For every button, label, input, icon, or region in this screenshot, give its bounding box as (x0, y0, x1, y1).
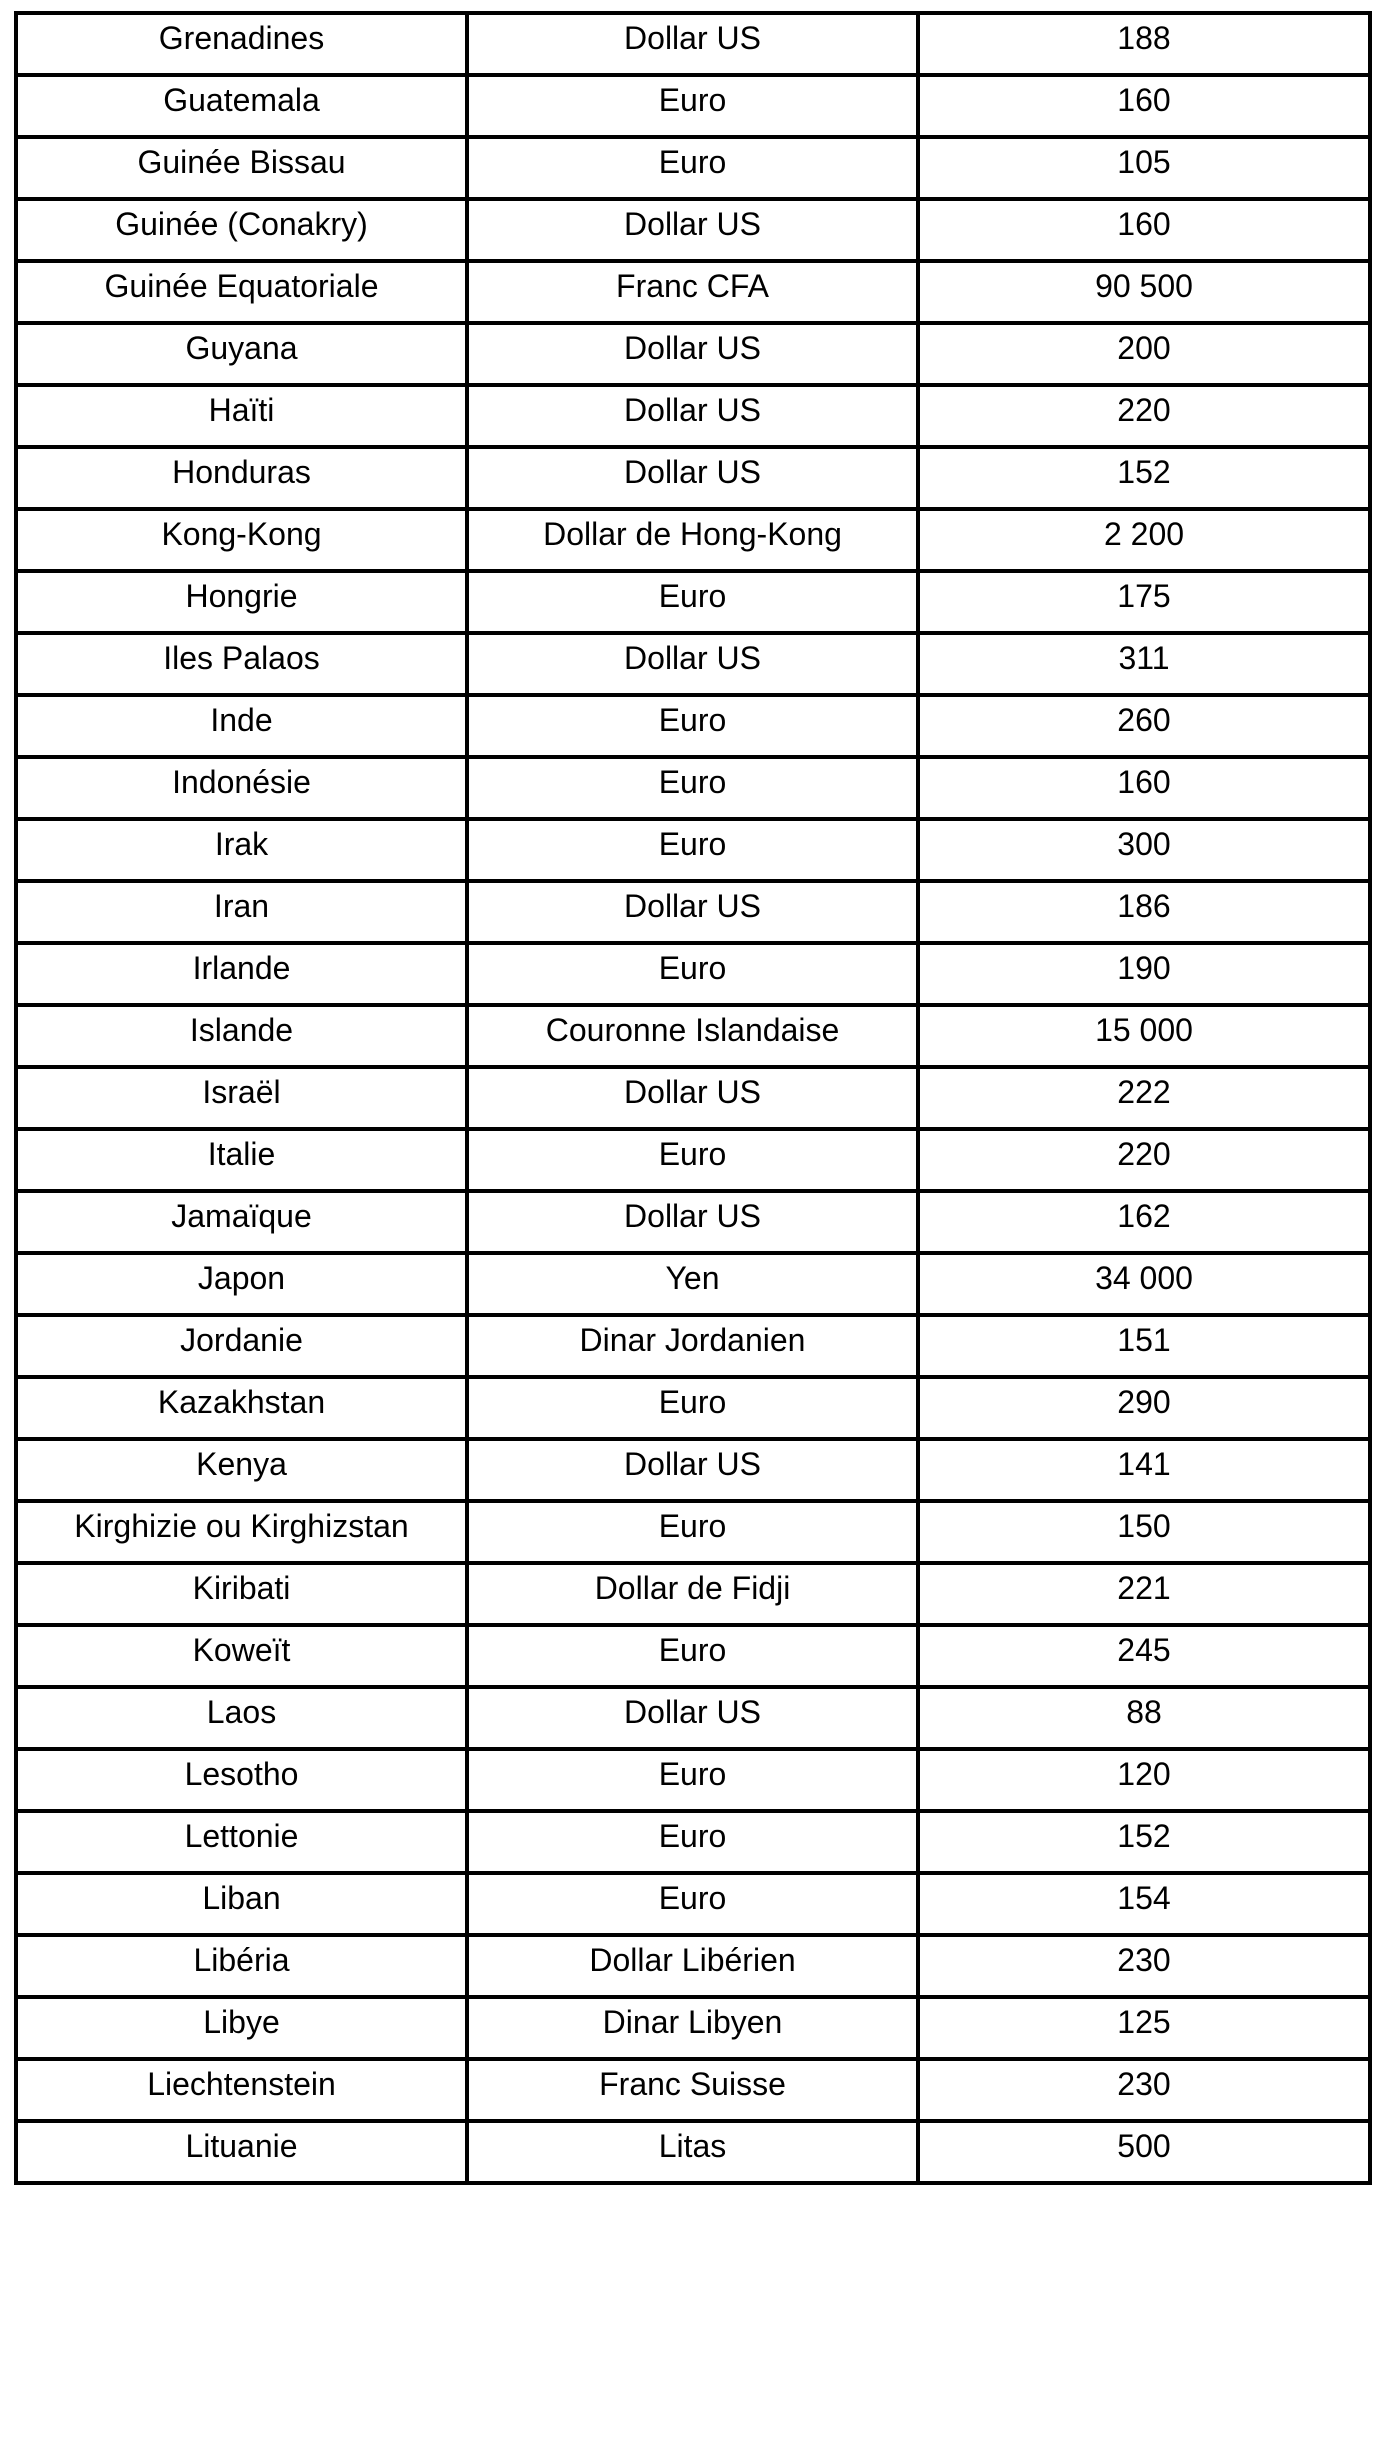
amount-cell: 120 (918, 1749, 1370, 1811)
country-cell: Inde (16, 695, 467, 757)
table-row (16, 943, 1370, 1005)
amount-cell: 188 (918, 13, 1370, 75)
table-row (16, 1253, 1370, 1315)
country-cell: Italie (16, 1129, 467, 1191)
country-cell: Iran (16, 881, 467, 943)
amount-cell: 152 (918, 447, 1370, 509)
amount-cell: 151 (918, 1315, 1370, 1377)
country-cell: Koweït (16, 1625, 467, 1687)
table-body (16, 13, 1370, 2183)
table-row (16, 1625, 1370, 1687)
table-row (16, 757, 1370, 819)
table-row (16, 1501, 1370, 1563)
country-cell: Guatemala (16, 75, 467, 137)
country-cell: Irlande (16, 943, 467, 1005)
amount-cell: 160 (918, 199, 1370, 261)
amount-cell: 152 (918, 1811, 1370, 1873)
currency-cell: Euro (467, 1749, 918, 1811)
currency-cell: Dinar Libyen (467, 1997, 918, 2059)
currency-cell: Franc CFA (467, 261, 918, 323)
currency-cell: Dollar US (467, 1067, 918, 1129)
currency-cell: Dinar Jordanien (467, 1315, 918, 1377)
country-cell: Guyana (16, 323, 467, 385)
country-cell: Liechtenstein (16, 2059, 467, 2121)
amount-cell: 141 (918, 1439, 1370, 1501)
table-row (16, 1873, 1370, 1935)
amount-cell: 15 000 (918, 1005, 1370, 1067)
amount-cell: 162 (918, 1191, 1370, 1253)
amount-cell: 221 (918, 1563, 1370, 1625)
amount-cell: 260 (918, 695, 1370, 757)
country-cell: Haïti (16, 385, 467, 447)
amount-cell: 290 (918, 1377, 1370, 1439)
amount-cell: 186 (918, 881, 1370, 943)
table-row (16, 571, 1370, 633)
table-row (16, 137, 1370, 199)
currency-cell: Euro (467, 137, 918, 199)
currency-cell: Euro (467, 943, 918, 1005)
country-cell: Kiribati (16, 1563, 467, 1625)
currency-cell: Dollar de Fidji (467, 1563, 918, 1625)
country-cell: Guinée Equatoriale (16, 261, 467, 323)
table-row (16, 1439, 1370, 1501)
table-row (16, 13, 1370, 75)
currency-cell: Euro (467, 571, 918, 633)
table-row (16, 447, 1370, 509)
table-row (16, 1935, 1370, 1997)
amount-cell: 220 (918, 1129, 1370, 1191)
table-row (16, 1563, 1370, 1625)
amount-cell: 90 500 (918, 261, 1370, 323)
amount-cell: 190 (918, 943, 1370, 1005)
currency-cell: Litas (467, 2121, 918, 2183)
table-row (16, 819, 1370, 881)
currency-cell: Euro (467, 75, 918, 137)
currency-cell: Euro (467, 1129, 918, 1191)
amount-cell: 175 (918, 571, 1370, 633)
currency-cell: Euro (467, 695, 918, 757)
country-cell: Lesotho (16, 1749, 467, 1811)
country-cell: Indonésie (16, 757, 467, 819)
country-cell: Irak (16, 819, 467, 881)
currency-cell: Dollar US (467, 1191, 918, 1253)
country-cell: Lituanie (16, 2121, 467, 2183)
amount-cell: 150 (918, 1501, 1370, 1563)
country-cell: Hongrie (16, 571, 467, 633)
amount-cell: 245 (918, 1625, 1370, 1687)
table-row (16, 1749, 1370, 1811)
country-cell: Kong-Kong (16, 509, 467, 571)
country-cell: Kirghizie ou Kirghizstan (16, 1501, 467, 1563)
country-cell: Jamaïque (16, 1191, 467, 1253)
table-row (16, 633, 1370, 695)
amount-cell: 311 (918, 633, 1370, 695)
country-cell: Kenya (16, 1439, 467, 1501)
country-cell: Libéria (16, 1935, 467, 1997)
country-cell: Japon (16, 1253, 467, 1315)
currency-cell: Dollar Libérien (467, 1935, 918, 1997)
table-row (16, 881, 1370, 943)
country-currency-table (14, 11, 1372, 2185)
amount-cell: 200 (918, 323, 1370, 385)
currency-cell: Euro (467, 1873, 918, 1935)
currency-cell: Dollar US (467, 447, 918, 509)
table-row (16, 1315, 1370, 1377)
currency-cell: Euro (467, 1377, 918, 1439)
table-row (16, 323, 1370, 385)
table-row (16, 1811, 1370, 1873)
country-cell: Liban (16, 1873, 467, 1935)
table-row (16, 199, 1370, 261)
country-cell: Laos (16, 1687, 467, 1749)
amount-cell: 154 (918, 1873, 1370, 1935)
country-cell: Islande (16, 1005, 467, 1067)
table-row (16, 1997, 1370, 2059)
table-row (16, 1191, 1370, 1253)
table-row (16, 261, 1370, 323)
currency-cell: Franc Suisse (467, 2059, 918, 2121)
amount-cell: 300 (918, 819, 1370, 881)
country-cell: Libye (16, 1997, 467, 2059)
country-cell: Kazakhstan (16, 1377, 467, 1439)
amount-cell: 160 (918, 757, 1370, 819)
country-cell: Israël (16, 1067, 467, 1129)
currency-cell: Couronne Islandaise (467, 1005, 918, 1067)
currency-cell: Euro (467, 1811, 918, 1873)
currency-cell: Dollar US (467, 323, 918, 385)
table-row (16, 695, 1370, 757)
table-row (16, 1005, 1370, 1067)
currency-cell: Dollar US (467, 1439, 918, 1501)
country-cell: Guinée Bissau (16, 137, 467, 199)
table-row (16, 1687, 1370, 1749)
currency-cell: Euro (467, 819, 918, 881)
currency-cell: Dollar US (467, 633, 918, 695)
currency-cell: Dollar US (467, 881, 918, 943)
country-cell: Guinée (Conakry) (16, 199, 467, 261)
table-row (16, 75, 1370, 137)
currency-cell: Dollar US (467, 13, 918, 75)
table-row (16, 1129, 1370, 1191)
amount-cell: 2 200 (918, 509, 1370, 571)
currency-cell: Euro (467, 757, 918, 819)
currency-cell: Dollar US (467, 199, 918, 261)
table-row (16, 2121, 1370, 2183)
currency-cell: Yen (467, 1253, 918, 1315)
amount-cell: 34 000 (918, 1253, 1370, 1315)
currency-cell: Euro (467, 1625, 918, 1687)
country-cell: Lettonie (16, 1811, 467, 1873)
amount-cell: 220 (918, 385, 1370, 447)
amount-cell: 105 (918, 137, 1370, 199)
amount-cell: 230 (918, 2059, 1370, 2121)
amount-cell: 125 (918, 1997, 1370, 2059)
currency-cell: Dollar US (467, 1687, 918, 1749)
country-cell: Grenadines (16, 13, 467, 75)
country-cell: Iles Palaos (16, 633, 467, 695)
amount-cell: 230 (918, 1935, 1370, 1997)
table-row (16, 1377, 1370, 1439)
table-row (16, 2059, 1370, 2121)
currency-cell: Dollar de Hong-Kong (467, 509, 918, 571)
country-cell: Jordanie (16, 1315, 467, 1377)
currency-cell: Dollar US (467, 385, 918, 447)
table-row (16, 509, 1370, 571)
amount-cell: 222 (918, 1067, 1370, 1129)
table-row (16, 1067, 1370, 1129)
amount-cell: 500 (918, 2121, 1370, 2183)
currency-cell: Euro (467, 1501, 918, 1563)
table-row (16, 385, 1370, 447)
amount-cell: 88 (918, 1687, 1370, 1749)
amount-cell: 160 (918, 75, 1370, 137)
country-cell: Honduras (16, 447, 467, 509)
